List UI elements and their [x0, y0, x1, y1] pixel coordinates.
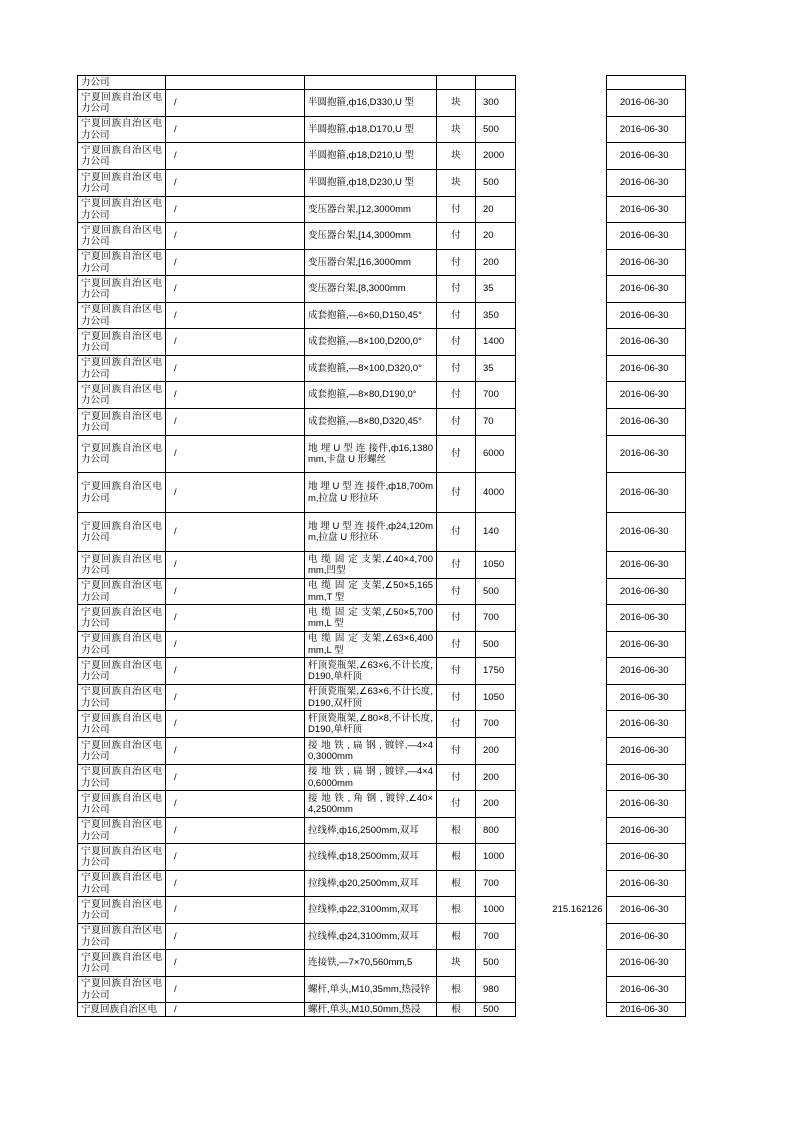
- table-row: [78, 765, 686, 791]
- table-row: [78, 818, 686, 844]
- code-cell: /: [166, 250, 305, 276]
- date-cell: 2016-06-30: [606, 223, 685, 250]
- item-name-cell: 拉线棒,ф16,2500mm,双耳: [305, 818, 437, 844]
- table-row: [78, 143, 686, 170]
- extra-value-cell: [522, 356, 606, 382]
- quantity-cell: 500: [476, 170, 516, 197]
- code-cell: /: [166, 765, 305, 791]
- code-cell: /: [166, 897, 305, 924]
- extra-value-cell: [522, 1003, 606, 1017]
- supplier-cell: 宁夏回族自治区电力公司: [78, 897, 166, 924]
- code-cell: /: [166, 738, 305, 765]
- quantity-cell: 700: [476, 382, 516, 409]
- unit-cell: 付: [437, 513, 476, 552]
- supplier-cell: 宁夏回族自治区电力公司: [78, 791, 166, 818]
- code-cell: /: [166, 473, 305, 513]
- supplier-cell: 宁夏回族自治区电力公司: [78, 844, 166, 871]
- extra-value-cell: [522, 170, 606, 197]
- quantity-cell: 200: [476, 791, 516, 818]
- extra-value-cell: [522, 765, 606, 791]
- unit-cell: 付: [437, 276, 476, 303]
- extra-value-cell: [522, 632, 606, 658]
- quantity-cell: [476, 76, 516, 90]
- supplier-cell: 宁夏回族自治区电力公司: [78, 356, 166, 382]
- item-name-cell: 成套抱箍,—6×60,D150,45°: [305, 303, 437, 329]
- supplier-cell: 宁夏回族自治区电力公司: [78, 170, 166, 197]
- quantity-cell: 1000: [476, 897, 516, 924]
- supplier-cell: 宁夏回族自治区电力公司: [78, 579, 166, 605]
- table-row: [78, 844, 686, 871]
- code-cell: /: [166, 303, 305, 329]
- table-row: [78, 276, 686, 303]
- unit-cell: 付: [437, 436, 476, 473]
- supplier-cell: 宁夏回族自治区电力公司: [78, 382, 166, 409]
- item-name-cell: 变压器台架,[12,3000mm: [305, 197, 437, 223]
- quantity-cell: 700: [476, 871, 516, 897]
- item-name-cell: 杆顶瓷瓶架,∠63×6,不计长度,D190,单杆顶: [305, 658, 437, 685]
- item-name-cell: 成套抱箍,—8×100,D320,0°: [305, 356, 437, 382]
- quantity-cell: 700: [476, 605, 516, 632]
- unit-cell: 付: [437, 197, 476, 223]
- code-cell: /: [166, 632, 305, 658]
- table-row: [78, 117, 686, 143]
- date-cell: 2016-06-30: [606, 738, 685, 765]
- date-cell: 2016-06-30: [606, 711, 685, 738]
- date-cell: 2016-06-30: [606, 552, 685, 579]
- supplier-cell: 宁夏回族自治区电力公司: [78, 552, 166, 579]
- code-cell: /: [166, 513, 305, 552]
- unit-cell: 付: [437, 605, 476, 632]
- quantity-cell: 200: [476, 250, 516, 276]
- item-name-cell: 半圆抱箍,ф18,D170,U 型: [305, 117, 437, 143]
- unit-cell: 付: [437, 409, 476, 436]
- extra-value-cell: [522, 143, 606, 170]
- date-cell: 2016-06-30: [606, 90, 685, 117]
- code-cell: /: [166, 685, 305, 711]
- item-name-cell: 连接铁,—7×70,560mm,5: [305, 950, 437, 977]
- date-cell: 2016-06-30: [606, 950, 685, 977]
- unit-cell: 付: [437, 223, 476, 250]
- item-name-cell: 半圆抱箍,ф16,D330,U 型: [305, 90, 437, 117]
- extra-value-cell: [522, 552, 606, 579]
- date-cell: 2016-06-30: [606, 170, 685, 197]
- unit-cell: 块: [437, 950, 476, 977]
- table-row: [78, 897, 686, 924]
- quantity-cell: 1050: [476, 552, 516, 579]
- item-name-cell: 电 缆 固 定 支架,∠50×5,700mm,L 型: [305, 605, 437, 632]
- extra-value-cell: [522, 90, 606, 117]
- unit-cell: 块: [437, 90, 476, 117]
- code-cell: [166, 76, 305, 90]
- code-cell: /: [166, 844, 305, 871]
- code-cell: /: [166, 605, 305, 632]
- supplier-cell: 宁夏回族自治区电力公司: [78, 197, 166, 223]
- supplier-cell: 宁夏回族自治区电力公司: [78, 632, 166, 658]
- extra-value-cell: [522, 738, 606, 765]
- table-row: [78, 552, 686, 579]
- extra-value-cell: [522, 329, 606, 356]
- code-cell: /: [166, 579, 305, 605]
- item-name-cell: 半圆抱箍,ф18,D210,U 型: [305, 143, 437, 170]
- unit-cell: 付: [437, 685, 476, 711]
- table-row: [78, 303, 686, 329]
- code-cell: /: [166, 223, 305, 250]
- unit-cell: 根: [437, 844, 476, 871]
- date-cell: 2016-06-30: [606, 977, 685, 1003]
- quantity-cell: 300: [476, 90, 516, 117]
- code-cell: /: [166, 924, 305, 950]
- date-cell: 2016-06-30: [606, 473, 685, 513]
- extra-value-cell: [522, 303, 606, 329]
- supplier-cell: 宁夏回族自治区电力公司: [78, 818, 166, 844]
- table-row: [78, 632, 686, 658]
- quantity-cell: 800: [476, 818, 516, 844]
- quantity-cell: 500: [476, 579, 516, 605]
- table-row: [78, 170, 686, 197]
- unit-cell: 付: [437, 791, 476, 818]
- supplier-cell: 宁夏回族自治区电力公司: [78, 90, 166, 117]
- quantity-cell: 200: [476, 738, 516, 765]
- code-cell: /: [166, 871, 305, 897]
- item-name-cell: 接 地 铁 , 扁 钢 , 镀锌,—4×40,3000mm: [305, 738, 437, 765]
- table-row: [78, 711, 686, 738]
- code-cell: /: [166, 90, 305, 117]
- table-row: [78, 436, 686, 473]
- extra-value-cell: [522, 950, 606, 977]
- supplier-cell: 宁夏回族自治区电力公司: [78, 473, 166, 513]
- table-row: [78, 685, 686, 711]
- date-cell: 2016-06-30: [606, 117, 685, 143]
- unit-cell: 付: [437, 579, 476, 605]
- code-cell: /: [166, 1003, 305, 1017]
- table-row: [78, 223, 686, 250]
- unit-cell: 付: [437, 711, 476, 738]
- quantity-cell: 6000: [476, 436, 516, 473]
- quantity-cell: 2000: [476, 143, 516, 170]
- quantity-cell: 1400: [476, 329, 516, 356]
- supplier-cell: 宁夏回族自治区电力公司: [78, 143, 166, 170]
- quantity-cell: 1000: [476, 844, 516, 871]
- quantity-cell: 35: [476, 356, 516, 382]
- code-cell: /: [166, 818, 305, 844]
- extra-value-cell: [522, 871, 606, 897]
- extra-value-cell: [522, 117, 606, 143]
- quantity-cell: 500: [476, 632, 516, 658]
- table-row: [78, 791, 686, 818]
- unit-cell: [437, 76, 476, 90]
- code-cell: /: [166, 791, 305, 818]
- supplier-cell: 力公司: [78, 76, 166, 90]
- supplier-cell: 宁夏回族自治区电力公司: [78, 685, 166, 711]
- item-name-cell: 螺杆,单头,M10,50mm,热浸: [305, 1003, 437, 1017]
- supplier-cell: 宁夏回族自治区电力公司: [78, 250, 166, 276]
- unit-cell: 付: [437, 738, 476, 765]
- unit-cell: 根: [437, 977, 476, 1003]
- item-name-cell: 拉线棒,ф22,3100mm,双耳: [305, 897, 437, 924]
- code-cell: /: [166, 711, 305, 738]
- code-cell: /: [166, 197, 305, 223]
- quantity-cell: 980: [476, 977, 516, 1003]
- date-cell: 2016-06-30: [606, 303, 685, 329]
- extra-value-cell: [522, 382, 606, 409]
- supplier-cell: 宁夏回族自治区电力公司: [78, 977, 166, 1003]
- table-row: [78, 90, 686, 117]
- date-cell: 2016-06-30: [606, 197, 685, 223]
- code-cell: /: [166, 276, 305, 303]
- supplier-cell: 宁夏回族自治区电力公司: [78, 711, 166, 738]
- item-name-cell: 电 缆 固 定 支架,∠50×5,165mm,T 型: [305, 579, 437, 605]
- quantity-cell: 350: [476, 303, 516, 329]
- date-cell: 2016-06-30: [606, 765, 685, 791]
- item-name-cell: 变压器台架,[14,3000mm: [305, 223, 437, 250]
- date-cell: 2016-06-30: [606, 818, 685, 844]
- supplier-cell: 宁夏回族自治区电力公司: [78, 605, 166, 632]
- extra-value-cell: 215.162126: [552, 904, 603, 916]
- unit-cell: 根: [437, 897, 476, 924]
- item-name-cell: 拉线棒,ф18,2500mm,双耳: [305, 844, 437, 871]
- table-row: [78, 579, 686, 605]
- supplier-cell: 宁夏回族自治区电力公司: [78, 513, 166, 552]
- extra-value-cell: [522, 250, 606, 276]
- extra-value-cell: [522, 605, 606, 632]
- quantity-cell: 1050: [476, 685, 516, 711]
- table-row: [78, 950, 686, 977]
- quantity-cell: 200: [476, 765, 516, 791]
- item-name-cell: 半圆抱箍,ф18,D230,U 型: [305, 170, 437, 197]
- supplier-cell: 宁夏回族自治区电力公司: [78, 276, 166, 303]
- code-cell: /: [166, 170, 305, 197]
- code-cell: /: [166, 143, 305, 170]
- item-name-cell: 杆顶瓷瓶架,∠63×6,不计长度,D190,双杆顶: [305, 685, 437, 711]
- item-name-cell: 电 缆 固 定 支架,∠63×6,400mm,L 型: [305, 632, 437, 658]
- table-row: [78, 513, 686, 552]
- code-cell: /: [166, 436, 305, 473]
- quantity-cell: 20: [476, 197, 516, 223]
- item-name-cell: 接 地 铁 , 扁 钢 , 镀锌,—4×40,6000mm: [305, 765, 437, 791]
- supplier-cell: 宁夏回族自治区电力公司: [78, 223, 166, 250]
- table-row: [78, 1003, 686, 1017]
- code-cell: /: [166, 977, 305, 1003]
- table-row: [78, 924, 686, 950]
- date-cell: 2016-06-30: [606, 513, 685, 552]
- date-cell: 2016-06-30: [606, 276, 685, 303]
- item-name-cell: 变压器台架,[16,3000mm: [305, 250, 437, 276]
- extra-value-cell: [522, 977, 606, 1003]
- item-name-cell: 拉线棒,ф24,3100mm,双耳: [305, 924, 437, 950]
- quantity-cell: 500: [476, 117, 516, 143]
- code-cell: /: [166, 552, 305, 579]
- quantity-cell: 700: [476, 711, 516, 738]
- extra-value-cell: [522, 924, 606, 950]
- supplier-cell: 宁夏回族自治区电力公司: [78, 765, 166, 791]
- supplier-cell: 宁夏回族自治区电力公司: [78, 950, 166, 977]
- supplier-cell: 宁夏回族自治区电力公司: [78, 409, 166, 436]
- extra-value-cell: [522, 276, 606, 303]
- table-row: [78, 409, 686, 436]
- unit-cell: 付: [437, 250, 476, 276]
- extra-value-cell: [522, 791, 606, 818]
- unit-cell: 块: [437, 143, 476, 170]
- quantity-cell: 35: [476, 276, 516, 303]
- quantity-cell: 20: [476, 223, 516, 250]
- code-cell: /: [166, 409, 305, 436]
- extra-value-cell: [522, 473, 606, 513]
- unit-cell: 付: [437, 382, 476, 409]
- date-cell: 2016-06-30: [606, 685, 685, 711]
- date-cell: 2016-06-30: [606, 897, 685, 924]
- supplier-cell: 宁夏回族自治区电力公司: [78, 303, 166, 329]
- date-cell: 2016-06-30: [606, 143, 685, 170]
- item-name-cell: 成套抱箍,—8×80,D320,45°: [305, 409, 437, 436]
- item-name-cell: 杆顶瓷瓶架,∠80×8,不计长度,D190,单杆顶: [305, 711, 437, 738]
- date-cell: 2016-06-30: [606, 436, 685, 473]
- supplier-cell: 宁夏回族自治区电力公司: [78, 658, 166, 685]
- table-row: [78, 382, 686, 409]
- table-row: [78, 356, 686, 382]
- date-cell: 2016-06-30: [606, 632, 685, 658]
- date-cell: 2016-06-30: [606, 1003, 685, 1017]
- extra-value-cell: [522, 223, 606, 250]
- code-cell: /: [166, 356, 305, 382]
- extra-value-cell: [522, 818, 606, 844]
- date-cell: [606, 76, 685, 90]
- date-cell: 2016-06-30: [606, 409, 685, 436]
- extra-value-cell: [522, 685, 606, 711]
- supplier-cell: 宁夏回族自治区电: [78, 1003, 166, 1017]
- extra-value-cell: [522, 76, 606, 90]
- quantity-cell: 700: [476, 924, 516, 950]
- unit-cell: 根: [437, 1003, 476, 1017]
- date-cell: 2016-06-30: [606, 329, 685, 356]
- unit-cell: 块: [437, 117, 476, 143]
- code-cell: /: [166, 658, 305, 685]
- extra-value-cell: [522, 409, 606, 436]
- item-name-cell: 螺杆,单头,M10,35mm,热浸锌: [305, 977, 437, 1003]
- item-name-cell: 接 地 铁 , 角 钢 , 镀锌,∠40×4,2500mm: [305, 791, 437, 818]
- quantity-cell: 1750: [476, 658, 516, 685]
- supplier-cell: 宁夏回族自治区电力公司: [78, 871, 166, 897]
- quantity-cell: 500: [476, 950, 516, 977]
- unit-cell: 付: [437, 658, 476, 685]
- supplier-cell: 宁夏回族自治区电力公司: [78, 738, 166, 765]
- date-cell: 2016-06-30: [606, 791, 685, 818]
- extra-value-cell: [522, 579, 606, 605]
- date-cell: 2016-06-30: [606, 356, 685, 382]
- supplier-cell: 宁夏回族自治区电力公司: [78, 436, 166, 473]
- item-name-cell: 拉线棒,ф20,2500mm,双耳: [305, 871, 437, 897]
- unit-cell: 付: [437, 765, 476, 791]
- unit-cell: 根: [437, 818, 476, 844]
- quantity-cell: 500: [476, 1003, 516, 1017]
- date-cell: 2016-06-30: [606, 605, 685, 632]
- purchase-table: [77, 75, 686, 1017]
- supplier-cell: 宁夏回族自治区电力公司: [78, 924, 166, 950]
- unit-cell: 付: [437, 632, 476, 658]
- code-cell: /: [166, 117, 305, 143]
- date-cell: 2016-06-30: [606, 871, 685, 897]
- date-cell: 2016-06-30: [606, 579, 685, 605]
- table-row: [78, 197, 686, 223]
- date-cell: 2016-06-30: [606, 382, 685, 409]
- table-row: [78, 977, 686, 1003]
- quantity-cell: 70: [476, 409, 516, 436]
- unit-cell: 付: [437, 329, 476, 356]
- extra-value-cell: [522, 513, 606, 552]
- item-name-cell: 成套抱箍,—8×100,D200,0°: [305, 329, 437, 356]
- supplier-cell: 宁夏回族自治区电力公司: [78, 329, 166, 356]
- item-name-cell: 地 埋 U 型 连 接件,ф18,700mm,拉盘 U 形拉环: [305, 473, 437, 513]
- item-name-cell: 地 埋 U 型 连 接件,ф24,120mm,拉盘 U 形拉环: [305, 513, 437, 552]
- date-cell: 2016-06-30: [606, 250, 685, 276]
- date-cell: 2016-06-30: [606, 658, 685, 685]
- code-cell: /: [166, 950, 305, 977]
- table-row: [78, 605, 686, 632]
- table-row: [78, 76, 686, 90]
- supplier-cell: 宁夏回族自治区电力公司: [78, 117, 166, 143]
- unit-cell: 根: [437, 924, 476, 950]
- quantity-cell: 140: [476, 513, 516, 552]
- table-row: [78, 871, 686, 897]
- item-name-cell: 地 埋 U 型 连 接件,ф16,1380mm,卡盘 U 形螺丝: [305, 436, 437, 473]
- item-name-cell: 电 缆 固 定 支架,∠40×4,700mm,凹型: [305, 552, 437, 579]
- unit-cell: 付: [437, 552, 476, 579]
- extra-value-cell: [522, 658, 606, 685]
- table-row: [78, 329, 686, 356]
- unit-cell: 付: [437, 356, 476, 382]
- extra-value-cell: [522, 197, 606, 223]
- item-name-cell: 变压器台架,[8,3000mm: [305, 276, 437, 303]
- code-cell: /: [166, 382, 305, 409]
- item-name-cell: [305, 76, 437, 90]
- unit-cell: 付: [437, 473, 476, 513]
- table-row: [78, 658, 686, 685]
- table-row: [78, 250, 686, 276]
- date-cell: 2016-06-30: [606, 924, 685, 950]
- extra-value-cell: [522, 711, 606, 738]
- code-cell: /: [166, 329, 305, 356]
- item-name-cell: 成套抱箍,—8×80,D190,0°: [305, 382, 437, 409]
- extra-value-cell: [522, 436, 606, 473]
- unit-cell: 根: [437, 871, 476, 897]
- date-cell: 2016-06-30: [606, 844, 685, 871]
- unit-cell: 块: [437, 170, 476, 197]
- extra-value-cell: [522, 844, 606, 871]
- table-row: [78, 738, 686, 765]
- table-row: [78, 473, 686, 513]
- unit-cell: 付: [437, 303, 476, 329]
- quantity-cell: 4000: [476, 473, 516, 513]
